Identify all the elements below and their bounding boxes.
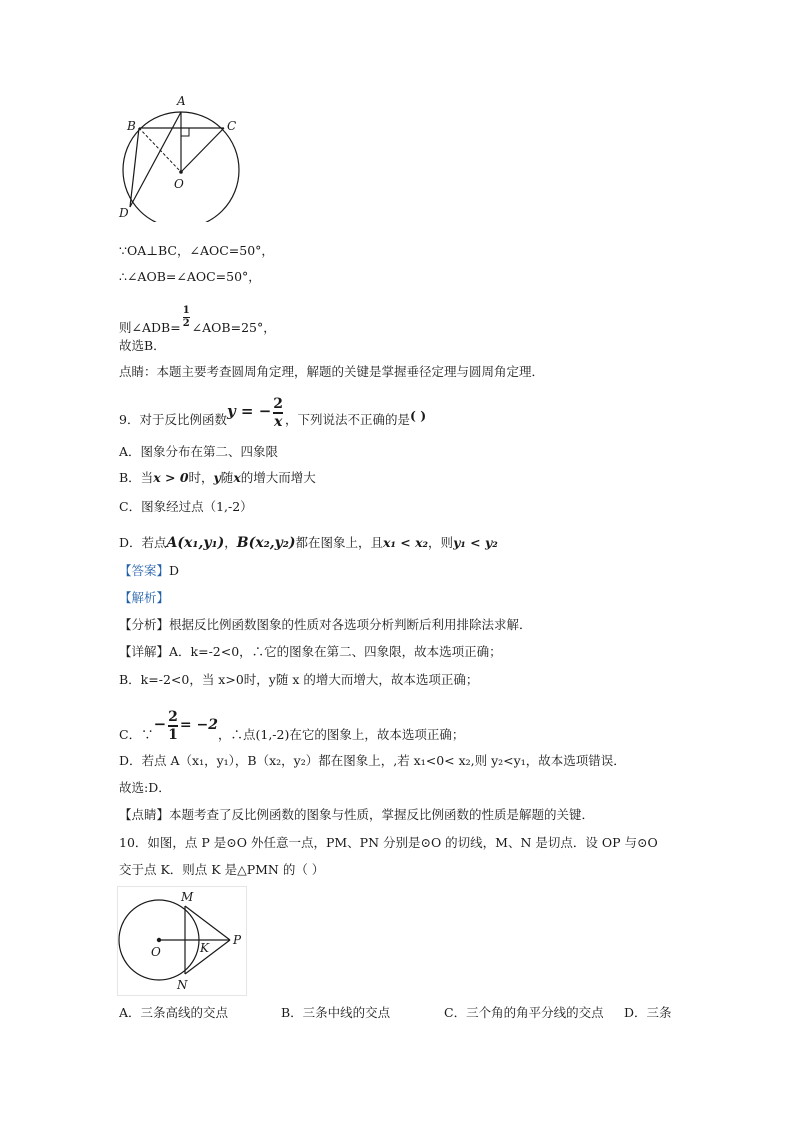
q9-detail-4: D．若点 A（x₁，y₁），B（x₂，y₂）都在图象上，,若 x₁<0< x₂,则 y₂<y₁，故本选项错误． [119,753,626,768]
q9-detail-3 [119,706,464,753]
q8-line-3-pre: 则∠ADB= [119,320,181,335]
q9-detail3-minus: − [153,715,167,733]
q9-detail-5: 故选:D． [119,780,171,795]
label-p: P [233,933,242,947]
q9-function-fraction [273,397,283,429]
q8-line-3-post: ∠AOB=25°， [191,320,276,335]
q9-detail3-post: ，∴点(1,-2)在它的图象上，故本选项正确； [217,727,465,742]
q10-option-a: A．三条高线的交点 [119,1005,229,1020]
q10-stem-line-1: 10．如图，点 P 是⊙O 外任意一点，PM、PN 分别是⊙O 的切线，M、N 是切点．设 OP 与⊙O [119,835,658,850]
label-m: M [181,890,194,904]
label-o: O [174,177,184,191]
q9-detail3-eq: = −2 [179,717,218,733]
q9-optd-point-b: B(x₂,y₂) [236,535,296,551]
q9-function-y: y = − [226,402,272,420]
q9-stem-pre: 9．对于反比例函数 [119,412,227,427]
answer-label: 【答案】 [119,563,170,578]
q9-option-d [119,534,498,552]
q9-answer [119,562,179,580]
q9-detail3-num: 2 [168,708,178,725]
circle-figure-abcod [112,92,252,222]
q9-optd-cond1: x₁ < x₂ [383,535,429,550]
q9-optb-cond: x > 0 [153,470,189,485]
q9-option-c: C．图象经过点（1,-2） [119,499,253,514]
tangent-pm [185,906,230,940]
q8-line-1: ∵OA⊥BC，∠AOC=50°， [119,243,274,258]
q10-stem-line-2: 交于点 K．则点 K 是△PMN 的（ ） [119,862,325,877]
q9-detail-2: B．k=-2<0，当 x>0时，y随 x 的增大而增大，故本选项正确； [119,672,479,687]
label-o: O [151,945,161,959]
center-point-o [157,938,161,942]
q9-detail3-fraction [168,710,178,742]
q9-detail3-pre: C．∵ [119,727,154,742]
label-c: C [227,119,237,133]
label-b: B [127,119,136,133]
q8-line-4: 故选B． [119,338,166,353]
q9-func-num: 2 [273,395,284,412]
q9-detail3-den: 1 [168,726,178,743]
tangent-figure-pmn [117,886,247,996]
q9-fenxi: 【分析】根据反比例函数图象的性质对各选项分析判断后利用排除法求解． [119,617,532,632]
q10-option-b: B．三条中线的交点 [281,1005,391,1020]
q9-option-a: A．图象分布在第二、四象限 [119,444,279,459]
q9-optb-post: 的增大而增大 [240,470,316,485]
q9-detail-1: 【详解】A．k=-2<0，∴它的图象在第二、四象限，故本选项正确； [119,644,502,659]
answer-value: D [169,563,180,578]
q9-optd-cond2: y₁ < y₂ [453,535,498,550]
q9-optd-comma: ， [224,535,237,550]
q9-optd-mid: 都在图象上，且 [295,535,383,550]
half-den: 2 [182,318,190,329]
q10-option-d: D．三条 [624,1005,672,1020]
q8-dianjing: 点睛：本题主要考查圆周角定理，解题的关键是掌握垂径定理与圆周角定理． [119,364,545,379]
q9-stem [119,394,426,437]
q9-option-b [119,469,316,487]
q9-stem-post: ，下列说法不正确的是 [285,412,411,427]
q9-dianjing: 【点睛】本题考查了反比例函数的图象与性质，掌握反比例函数的性质是解题的关键． [119,807,595,822]
right-angle-mark [181,128,189,136]
label-d: D [119,206,129,220]
q9-paren: ( ) [410,408,427,423]
q8-line-3 [119,306,276,341]
q9-optb-sui: 随 [220,470,234,485]
label-a: A [177,94,186,108]
q9-func-den: x [273,413,283,430]
label-k: K [200,941,209,955]
half-num: 1 [182,305,190,316]
q9-optd-point-a: A(x₁,y₁) [166,535,225,551]
segment-ad [130,112,181,207]
q9-analysis-label: 【解析】 [119,590,170,605]
q9-optb-x: x [233,470,241,485]
q10-option-c: C．三个角的角平分线的交点 [444,1005,604,1020]
q9-optb-pre: B．当 [119,470,154,485]
q9-optb-y: y [213,470,221,485]
segment-oc [181,128,224,172]
label-n: N [177,978,188,992]
q8-line-2: ∴∠AOB=∠AOC=50°， [119,269,261,284]
half-fraction [183,306,190,329]
center-point-o [179,170,183,174]
q9-optd-pre: D．若点 [119,535,167,550]
q9-optb-mid: 时， [188,470,214,485]
q9-optd-then: ，则 [428,535,454,550]
